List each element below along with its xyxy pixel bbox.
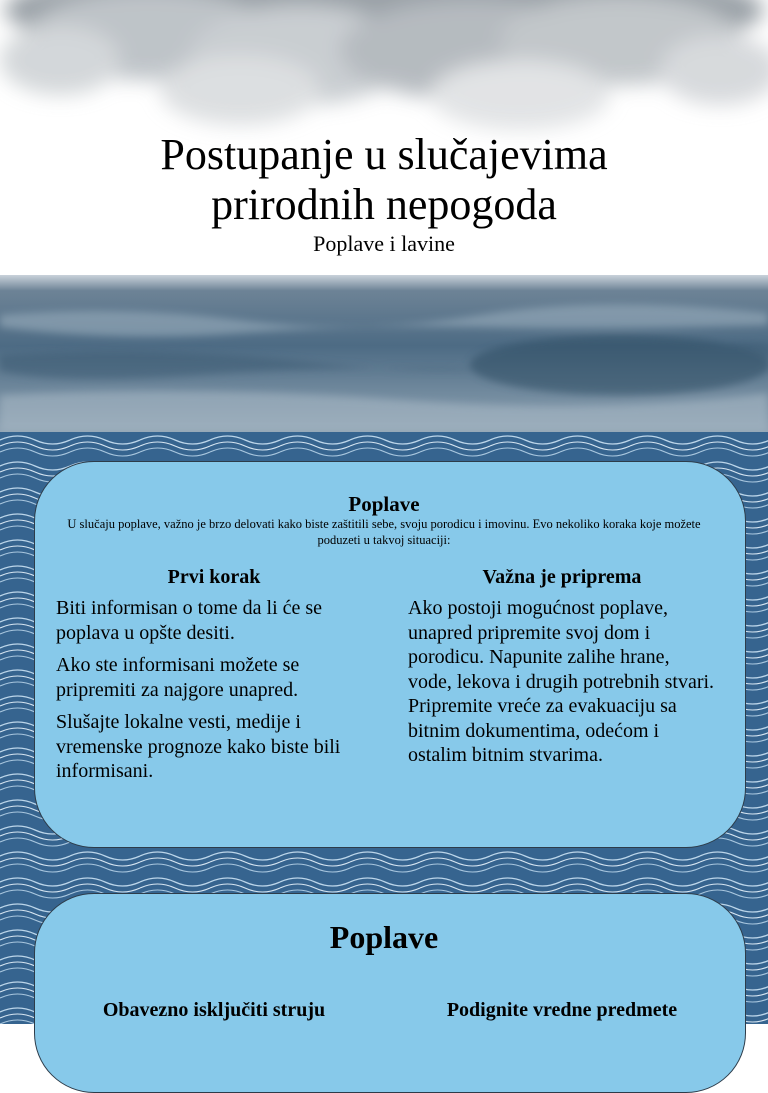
left-paragraph: Ako ste informisani možete se pripremiti za najgore unapred. (56, 654, 300, 701)
title-slide (0, 0, 768, 432)
left-paragraph: Biti informisan o tome da li će se poplava u opšte desiti. (56, 597, 323, 644)
presentation-subtitle: Poplave i lavine (313, 231, 455, 256)
left-column-heading: Prvi korak (167, 566, 261, 588)
title-line-2: prirodnih nepogoda (211, 180, 557, 229)
intro-text: U slučaju poplave, važno je brzo delovati kako biste zaštitili sebe, svoju porodicu i imovinu. Evo nekoliko koraka koje možete poduzeti u takvoj situaciji: (67, 517, 701, 547)
left-column-body (56, 596, 376, 792)
card-title: Poplave (329, 919, 439, 955)
card-title: Poplave (348, 492, 420, 516)
right-column-body (408, 596, 718, 776)
title-line-1: Postupanje u slučajevima (160, 130, 608, 179)
right-paragraph: Ako postoji mogućnost poplave, unapred pripremite svoj dom i porodicu. Napunite zalihe hrane, vode, lekova i drugih potrebnih stvari. Pripremite vreće za evakuaciju sa bitnim dokumentima, odećom i ostalim bitnim stvarima. (408, 597, 715, 766)
right-column-heading: Važna je priprema (482, 566, 642, 588)
left-paragraph: Slušajte lokalne vesti, medije i vremenske prognoze kako biste bili informisani. (56, 711, 341, 782)
right-column-heading: Podignite vredne predmete (446, 999, 678, 1021)
left-column-heading: Obavezno isključiti struju (102, 999, 326, 1021)
sea-image (0, 275, 768, 432)
presentation-title (0, 130, 768, 230)
